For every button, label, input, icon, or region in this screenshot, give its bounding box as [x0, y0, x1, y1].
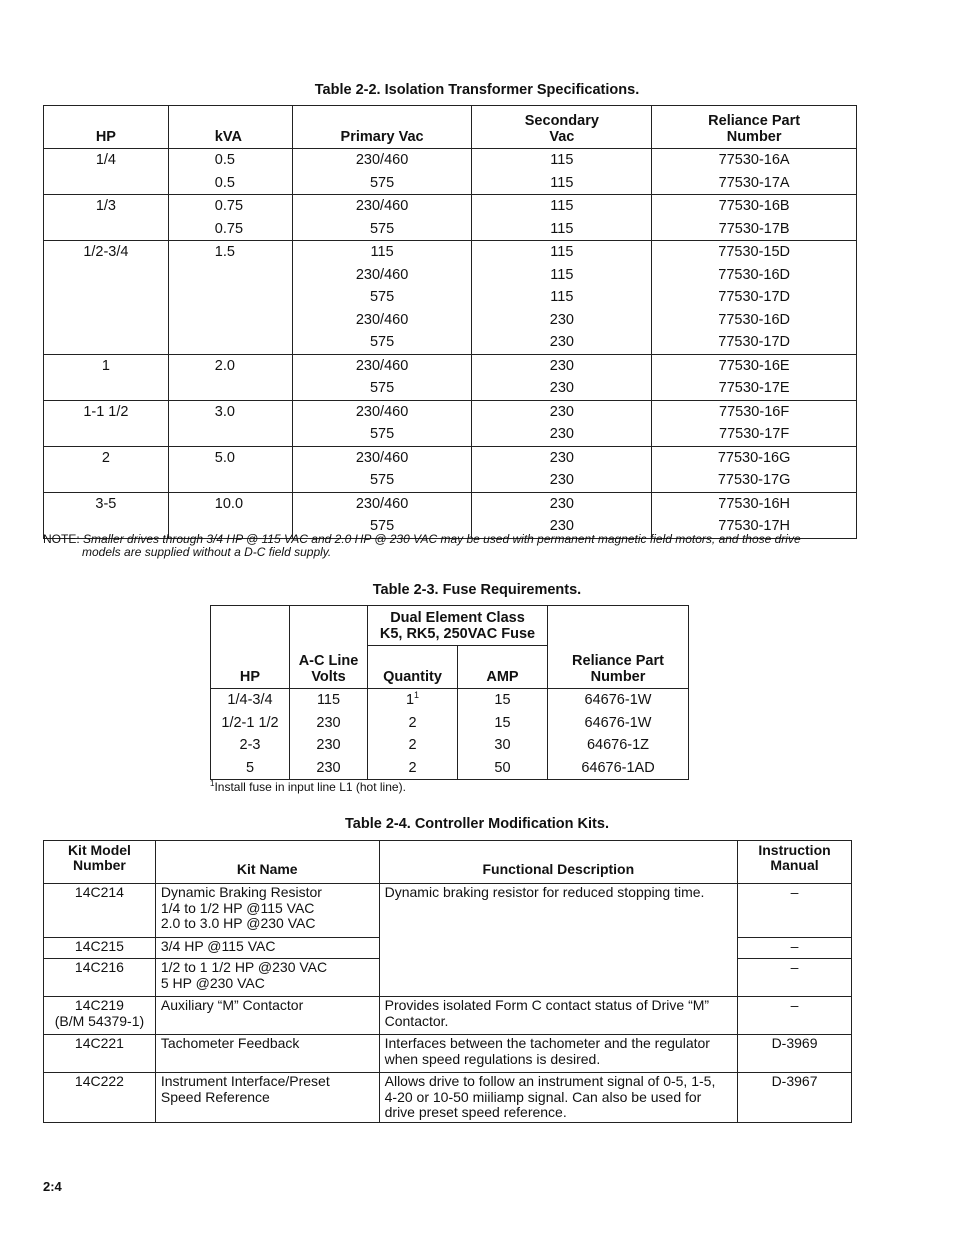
functional-description-line: Provides isolated Form C contact status of Drive “M”	[384, 997, 710, 1013]
controller-modification-kits-table	[43, 840, 852, 1123]
hp-cell	[44, 286, 169, 309]
secondary-vac-cell: 230	[472, 354, 652, 377]
table-row	[44, 331, 857, 354]
secondary-vac-cell: 115	[472, 241, 652, 264]
functional-description-line: drive preset speed reference.	[384, 1104, 567, 1120]
quantity-cell-value: 1	[405, 692, 415, 709]
isolation-transformer-rows	[44, 149, 857, 539]
kit-name-cell	[155, 884, 379, 938]
column-header-part-number: Reliance Part Number	[548, 606, 689, 689]
kva-cell	[168, 377, 292, 400]
instruction-manual-cell: D-3967	[738, 1073, 852, 1123]
primary-vac-cell: 230/460	[292, 195, 472, 218]
column-header-kit-model-number: Kit Model Number	[44, 841, 156, 884]
secondary-vac-cell: 115	[472, 286, 652, 309]
primary-vac-cell: 230/460	[292, 400, 472, 423]
table-row	[211, 689, 689, 712]
part-number-cell: 77530-16B	[652, 195, 857, 218]
kit-name-line: Auxiliary “M” Contactor	[160, 997, 304, 1013]
kit-model-number-line: 14C219	[74, 997, 124, 1013]
part-number-cell: 77530-16D	[652, 264, 857, 287]
hp-cell	[44, 377, 169, 400]
part-number-cell: 77530-15D	[652, 241, 857, 264]
note-label: NOTE:	[43, 532, 80, 546]
quantity-cell	[368, 712, 458, 735]
kit-name-line: 1/2 to 1 1/2 HP @230 VAC	[160, 959, 328, 975]
primary-vac-cell: 575	[292, 377, 472, 400]
kva-cell: 3.0	[168, 400, 292, 423]
part-number-cell: 77530-17A	[652, 172, 857, 195]
primary-vac-cell: 575	[292, 172, 472, 195]
table-row	[44, 446, 857, 469]
hp-cell: 1/4	[44, 149, 169, 172]
quantity-cell-value: 2	[408, 737, 417, 754]
table-row	[44, 172, 857, 195]
secondary-vac-cell: 230	[472, 446, 652, 469]
quantity-cell	[368, 757, 458, 780]
kva-cell	[168, 331, 292, 354]
table-row	[44, 286, 857, 309]
secondary-vac-cell: 115	[472, 149, 652, 172]
primary-vac-cell: 575	[292, 218, 472, 241]
secondary-vac-cell: 230	[472, 331, 652, 354]
table-row	[44, 1073, 852, 1123]
quantity-cell-value: 2	[408, 714, 417, 731]
primary-vac-cell: 575	[292, 286, 472, 309]
kit-name-line: 2.0 to 3.0 HP @230 VAC	[160, 915, 316, 931]
instruction-manual-cell: –	[738, 938, 852, 959]
part-number-cell: 77530-16E	[652, 354, 857, 377]
column-header-instruction-manual: Instruction Manual	[738, 841, 852, 884]
kit-model-number-line: (B/M 54379-1)	[54, 1012, 145, 1029]
quantity-cell	[368, 734, 458, 757]
table-row	[44, 400, 857, 423]
table-row	[44, 264, 857, 287]
isolation-transformer-table	[43, 105, 857, 539]
secondary-vac-cell: 230	[472, 492, 652, 515]
hp-cell	[44, 469, 169, 492]
table-row	[44, 195, 857, 218]
part-number-cell: 77530-17B	[652, 218, 857, 241]
secondary-vac-cell: 115	[472, 218, 652, 241]
ac-line-volts-cell-value: 115	[316, 692, 341, 709]
kit-model-number-line: 14C216	[74, 959, 124, 975]
primary-vac-cell: 230/460	[292, 264, 472, 287]
kva-cell: 10.0	[168, 492, 292, 515]
note-text-line-2: models are supplied without a D-C field supply.	[82, 545, 332, 559]
kit-model-number-line: 14C214	[74, 884, 124, 900]
part-number-cell: 77530-16D	[652, 309, 857, 332]
kit-name-line: 3/4 HP @115 VAC	[160, 938, 276, 954]
kva-cell	[168, 469, 292, 492]
hp-cell-value: 1/2-1 1/2	[221, 714, 279, 731]
table-row	[44, 1035, 852, 1073]
footnote-mark: 1	[210, 779, 215, 788]
functional-description-line: Allows drive to follow an instrument signal of 0-5, 1-5,	[384, 1073, 716, 1089]
primary-vac-cell: 230/460	[292, 149, 472, 172]
kva-cell: 0.5	[168, 149, 292, 172]
table-row	[44, 149, 857, 172]
kva-cell: 0.75	[168, 195, 292, 218]
fuse-requirements-table	[210, 605, 689, 780]
part-number-cell	[548, 689, 689, 712]
hp-cell: 3-5	[44, 492, 169, 515]
table-2-3-caption: Table 2-3. Fuse Requirements.	[372, 582, 582, 598]
functional-description-line: Interfaces between the tachometer and the regulator	[384, 1035, 710, 1051]
kit-name-cell	[155, 1035, 379, 1073]
kit-model-number-cell	[44, 997, 156, 1035]
amp-cell-value: 15	[494, 692, 511, 709]
ac-line-volts-cell-value: 230	[316, 714, 341, 731]
instruction-manual-cell: D-3969	[738, 1035, 852, 1073]
kit-name-line: 5 HP @230 VAC	[160, 974, 265, 991]
part-number-cell: 77530-16H	[652, 492, 857, 515]
primary-vac-cell: 575	[292, 331, 472, 354]
kva-cell: 5.0	[168, 446, 292, 469]
hp-cell	[44, 264, 169, 287]
hp-cell	[44, 423, 169, 446]
ac-line-volts-cell-value: 230	[316, 737, 341, 754]
kva-cell	[168, 286, 292, 309]
kva-cell: 1.5	[168, 241, 292, 264]
part-number-cell-value: 64676-1W	[584, 692, 652, 709]
part-number-cell: 77530-16F	[652, 400, 857, 423]
hp-cell: 1	[44, 354, 169, 377]
quantity-cell	[368, 689, 458, 712]
secondary-vac-cell: 230	[472, 377, 652, 400]
secondary-vac-cell: 230	[472, 309, 652, 332]
fuse-requirements-rows	[211, 689, 689, 780]
column-header-functional-description: Functional Description	[379, 841, 737, 884]
column-header-primary-vac: Primary Vac	[292, 106, 472, 149]
kva-cell: 0.75	[168, 218, 292, 241]
table-2-2-note	[43, 533, 843, 559]
kit-model-number-cell	[44, 938, 156, 959]
hp-cell	[211, 734, 290, 757]
part-number-cell: 77530-17D	[652, 286, 857, 309]
primary-vac-cell: 575	[292, 469, 472, 492]
kva-cell: 0.5	[168, 172, 292, 195]
amp-cell-value: 50	[494, 759, 511, 776]
ac-line-volts-cell	[290, 712, 368, 735]
column-header-quantity: Quantity	[368, 646, 458, 689]
column-header-secondary-vac: Secondary Vac	[472, 106, 652, 149]
part-number-cell: 77530-17D	[652, 331, 857, 354]
part-number-cell: 77530-17G	[652, 469, 857, 492]
part-number-cell-value: 64676-1AD	[581, 759, 655, 776]
ac-line-volts-cell	[290, 689, 368, 712]
part-number-cell: 77530-17H	[652, 515, 857, 538]
functional-description-cell	[379, 1035, 737, 1073]
hp-cell: 1/2-3/4	[44, 241, 169, 264]
column-header-fuse-group: Dual Element Class K5, RK5, 250VAC Fuse	[368, 606, 548, 646]
amp-cell	[458, 712, 548, 735]
hp-cell-value: 5	[245, 759, 255, 776]
part-number-cell: 77530-17F	[652, 423, 857, 446]
column-header-ac-line-volts: A-C Line Volts	[290, 606, 368, 689]
hp-cell-value: 2-3	[239, 737, 261, 754]
part-number-cell-value: 64676-1W	[584, 714, 652, 731]
kit-name-line: Speed Reference	[160, 1088, 270, 1105]
secondary-vac-cell: 230	[472, 423, 652, 446]
kit-model-number-cell	[44, 1073, 156, 1123]
table-row	[44, 469, 857, 492]
column-header-hp: HP	[211, 606, 290, 689]
hp-cell	[44, 331, 169, 354]
kit-name-line: Instrument Interface/Preset	[160, 1073, 330, 1089]
functional-description-line: Contactor.	[384, 1012, 449, 1029]
ac-line-volts-cell	[290, 734, 368, 757]
kva-cell	[168, 423, 292, 446]
table-2-2-caption: Table 2-2. Isolation Transformer Specifications.	[314, 82, 640, 98]
secondary-vac-cell: 230	[472, 400, 652, 423]
instruction-manual-cell: –	[738, 884, 852, 938]
column-header-kva: kVA	[168, 106, 292, 149]
kit-name-line: Dynamic Braking Resistor	[160, 884, 322, 900]
instruction-manual-cell: –	[738, 997, 852, 1035]
controller-modification-kits-rows	[44, 884, 852, 1123]
ac-line-volts-cell	[290, 757, 368, 780]
table-row	[211, 757, 689, 780]
part-number-cell: 77530-16A	[652, 149, 857, 172]
kit-name-cell	[155, 938, 379, 959]
secondary-vac-cell: 230	[472, 469, 652, 492]
secondary-vac-cell: 115	[472, 195, 652, 218]
table-row	[44, 218, 857, 241]
hp-cell	[211, 712, 290, 735]
hp-cell	[44, 172, 169, 195]
table-row	[44, 241, 857, 264]
table-row	[211, 712, 689, 735]
kit-model-number-line: 14C221	[74, 1035, 124, 1051]
table-row	[44, 492, 857, 515]
functional-description-cell	[379, 997, 737, 1035]
part-number-cell	[548, 712, 689, 735]
page-number: 2:4	[43, 1179, 62, 1194]
primary-vac-cell: 230/460	[292, 354, 472, 377]
table-row	[44, 377, 857, 400]
quantity-cell-value: 2	[408, 759, 417, 776]
part-number-cell	[548, 734, 689, 757]
ac-line-volts-cell-value: 230	[316, 759, 341, 776]
functional-description-line: Dynamic braking resistor for reduced stopping time.	[384, 884, 705, 900]
secondary-vac-cell: 230	[472, 515, 652, 538]
kit-model-number-line: 14C215	[74, 938, 124, 954]
column-header-kit-name: Kit Name	[155, 841, 379, 884]
kit-model-number-cell	[44, 884, 156, 938]
hp-cell	[44, 218, 169, 241]
primary-vac-cell: 230/460	[292, 309, 472, 332]
functional-description-line: 4-20 or 10-50 miiliamp signal. Can also be used for	[384, 1088, 702, 1105]
table-row	[211, 734, 689, 757]
kit-name-line: 1/4 to 1/2 HP @115 VAC	[160, 899, 315, 916]
table-row	[44, 997, 852, 1035]
kit-name-cell	[155, 997, 379, 1035]
table-row	[44, 309, 857, 332]
column-header-hp: HP	[44, 106, 169, 149]
amp-cell-value: 15	[494, 714, 511, 731]
table-row	[44, 354, 857, 377]
hp-cell	[211, 689, 290, 712]
functional-description-cell	[379, 1073, 737, 1123]
primary-vac-cell: 230/460	[292, 492, 472, 515]
amp-cell	[458, 757, 548, 780]
table-row	[44, 423, 857, 446]
hp-cell: 1-1 1/2	[44, 400, 169, 423]
secondary-vac-cell: 115	[472, 172, 652, 195]
table-2-3-footnote	[210, 779, 406, 794]
instruction-manual-cell: –	[738, 959, 852, 997]
footnote-mark: 1	[414, 690, 420, 701]
hp-cell	[211, 757, 290, 780]
amp-cell	[458, 689, 548, 712]
kit-model-number-cell	[44, 959, 156, 997]
kit-model-number-cell	[44, 1035, 156, 1073]
part-number-cell	[548, 757, 689, 780]
part-number-cell: 77530-16G	[652, 446, 857, 469]
column-header-amp: AMP	[458, 646, 548, 689]
hp-cell	[44, 309, 169, 332]
footnote-text: Install fuse in input line L1 (hot line).	[214, 780, 406, 794]
primary-vac-cell: 230/460	[292, 446, 472, 469]
functional-description-cell	[379, 884, 737, 997]
amp-cell	[458, 734, 548, 757]
part-number-cell-value: 64676-1Z	[586, 737, 650, 754]
hp-cell: 2	[44, 446, 169, 469]
secondary-vac-cell: 115	[472, 264, 652, 287]
kit-name-cell	[155, 959, 379, 997]
table-row	[44, 884, 852, 938]
primary-vac-cell: 115	[292, 241, 472, 264]
kit-name-cell	[155, 1073, 379, 1123]
table-2-4-caption: Table 2-4. Controller Modification Kits.	[345, 816, 609, 832]
hp-cell-value: 1/4-3/4	[227, 692, 273, 709]
part-number-cell: 77530-17E	[652, 377, 857, 400]
kva-cell	[168, 309, 292, 332]
primary-vac-cell: 575	[292, 423, 472, 446]
functional-description-line: when speed regulations is desired.	[384, 1050, 601, 1067]
primary-vac-cell: 575	[292, 515, 472, 538]
note-text-line-1: Smaller drives through 3/4 HP @ 115 VAC and 2.0 HP @ 230 VAC may be used with permanent magnetic field motors, and those drive	[83, 532, 801, 546]
hp-cell: 1/3	[44, 195, 169, 218]
kva-cell	[168, 264, 292, 287]
kit-name-line: Tachometer Feedback	[160, 1035, 300, 1051]
amp-cell-value: 30	[494, 737, 511, 754]
kit-model-number-line: 14C222	[74, 1073, 124, 1089]
column-header-part-number: Reliance Part Number	[652, 106, 857, 149]
kva-cell: 2.0	[168, 354, 292, 377]
